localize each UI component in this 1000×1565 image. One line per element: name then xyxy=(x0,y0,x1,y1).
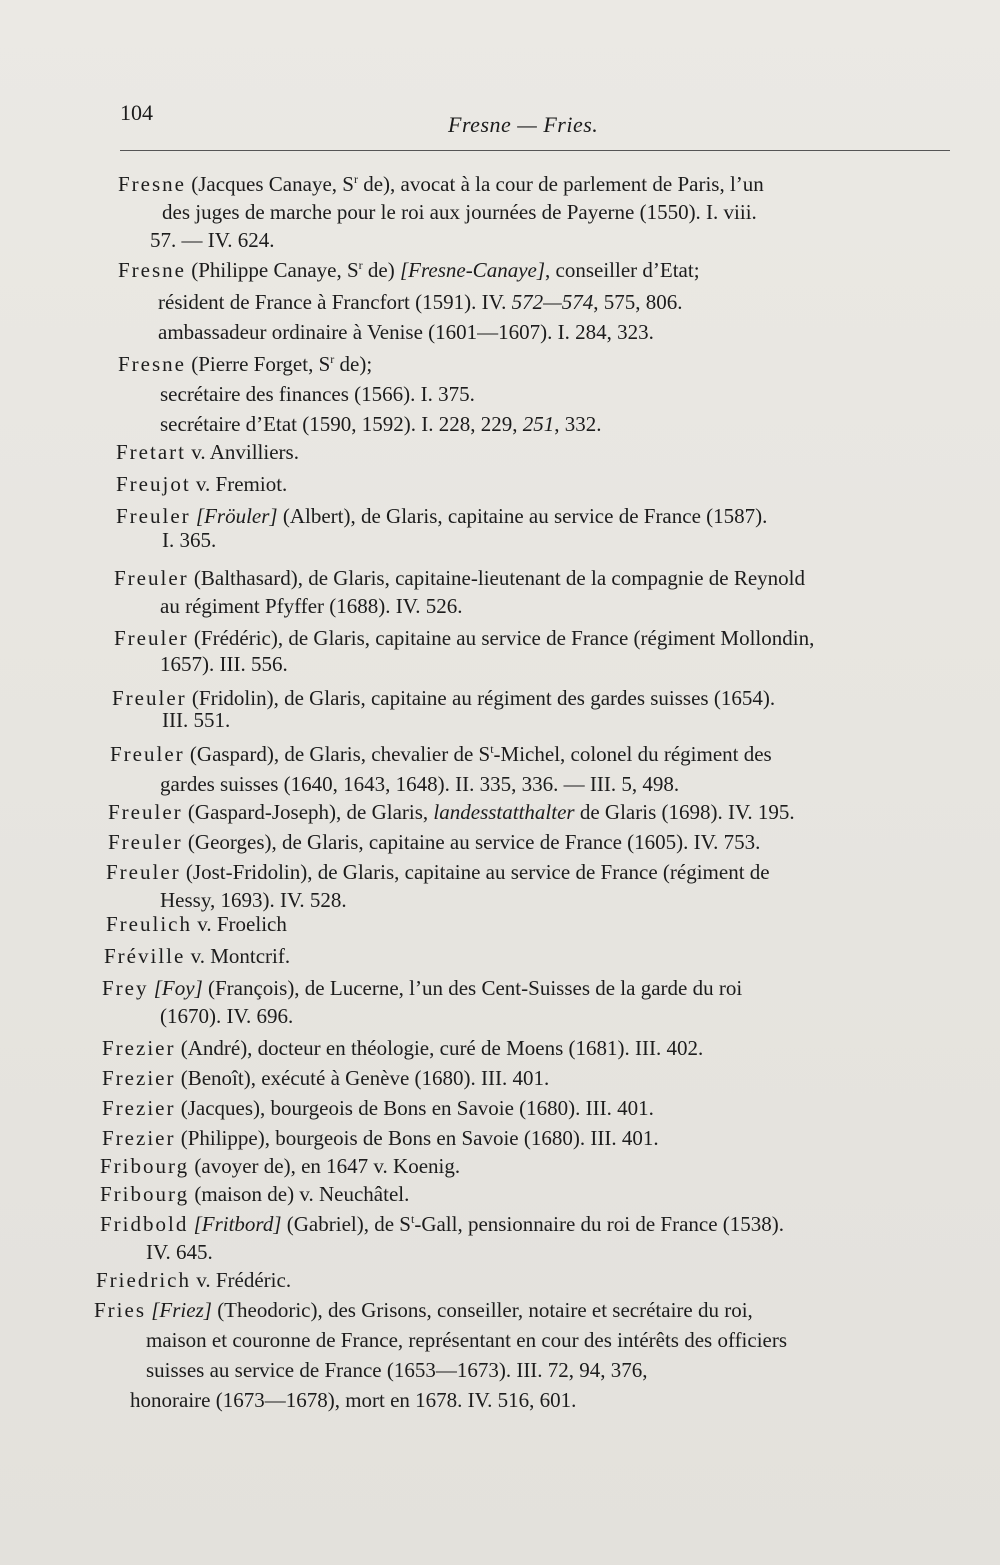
entry-line: Freulich v. Froelich xyxy=(106,912,287,936)
entry-line: (1670). IV. 696. xyxy=(160,1004,294,1028)
entry-line: Fridbold [Fritbord] (Gabriel), de $S^t$-Gall, pensionnaire du roi de France (1538). xyxy=(100,1212,785,1236)
entry-line: Hessy, 1693). IV. 528. xyxy=(160,888,347,912)
entry-line: Fréville v. Montcrif. xyxy=(104,944,291,968)
entry-line: Fresne (Philippe Canaye, $S^r$ de) [Fresne-Canaye], conseiller d’Etat; xyxy=(118,258,700,282)
entry-line: Freuler (Gaspard-Joseph), de Glaris, landesstatthalter de Glaris (1698). IV. 195. xyxy=(108,800,795,824)
entry-line: secrétaire des finances (1566). I. 375. xyxy=(160,382,475,406)
entry-line: suisses au service de France (1653—1673). III. 72, 94, 376, xyxy=(146,1358,648,1382)
entry-line: IV. 645. xyxy=(146,1240,213,1264)
entry-line: I. 365. xyxy=(162,528,217,552)
entry-line: Freuler (Fridolin), de Glaris, capitaine au régiment des gardes suisses (1654). xyxy=(112,686,776,710)
entry-line: 57. — IV. 624. xyxy=(150,228,275,252)
entry-line: Fresne (Jacques Canaye, $S^r$ de), avocat à la cour de parlement de Paris, l’un xyxy=(118,172,764,196)
entry-line: Fresne (Pierre Forget, $S^r$ de); xyxy=(118,352,373,376)
entry-line: au régiment Pfyffer (1688). IV. 526. xyxy=(160,594,463,618)
entry-line: Frezier (Jacques), bourgeois de Bons en Savoie (1680). III. 401. xyxy=(102,1096,654,1120)
entry-line: ambassadeur ordinaire à Venise (1601—1607). I. 284, 323. xyxy=(158,320,654,344)
entry-line: Frezier (Benoît), exécuté à Genève (1680). III. 401. xyxy=(102,1066,550,1090)
running-title: Fresne — Fries. xyxy=(448,112,599,137)
page-header xyxy=(0,0,1000,160)
entry-line: Freuler (Gaspard), de Glaris, chevalier de $S^t$-Michel, colonel du régiment des xyxy=(110,742,772,766)
entry-line: des juges de marche pour le roi aux journées de Payerne (1550). I. viii. xyxy=(162,200,757,224)
entry-line: III. 551. xyxy=(162,708,231,732)
entry-line: secrétaire d’Etat (1590, 1592). I. 228, 229, 251, 332. xyxy=(160,412,602,436)
entry-line: Frezier (Philippe), bourgeois de Bons en Savoie (1680). III. 401. xyxy=(102,1126,659,1150)
entry-line: Fribourg (maison de) v. Neuchâtel. xyxy=(100,1182,410,1206)
entry-line: Freuler (Georges), de Glaris, capitaine au service de France (1605). IV. 753. xyxy=(108,830,761,854)
entry-line: maison et couronne de France, représentant en cour des intérêts des officiers xyxy=(146,1328,788,1352)
entry-line: Fretart v. Anvilliers. xyxy=(116,440,299,464)
header-rule xyxy=(120,150,950,151)
entry-line: Freuler (Frédéric), de Glaris, capitaine au service de France (régiment Mollondin, xyxy=(114,626,815,650)
entry-line: 1657). III. 556. xyxy=(160,652,288,676)
entry-line: Freuler (Jost-Fridolin), de Glaris, capitaine au service de France (régiment de xyxy=(106,860,770,884)
entry-line: Frezier (André), docteur en théologie, curé de Moens (1681). III. 402. xyxy=(102,1036,704,1060)
entry-line: Freuler [Fröuler] (Albert), de Glaris, capitaine au service de France (1587). xyxy=(116,504,768,528)
entry-line: Frey [Foy] (François), de Lucerne, l’un des Cent-Suisses de la garde du roi xyxy=(102,976,743,1000)
entry-line: Freuler (Balthasard), de Glaris, capitaine-lieutenant de la compagnie de Reynold xyxy=(114,566,806,590)
entry-line: honoraire (1673—1678), mort en 1678. IV. 516, 601. xyxy=(130,1388,577,1412)
entry-line: résident de France à Francfort (1591). IV. 572—574, 575, 806. xyxy=(158,290,683,314)
entry-line: Freujot v. Fremiot. xyxy=(116,472,288,496)
entry-line: Fribourg (avoyer de), en 1647 v. Koenig. xyxy=(100,1154,461,1178)
entry-line: Fries [Friez] (Theodoric), des Grisons, conseiller, notaire et secrétaire du roi, xyxy=(94,1298,753,1322)
page-number: 104 xyxy=(120,100,153,125)
entry-line: Friedrich v. Frédéric. xyxy=(96,1268,292,1292)
entry-line: gardes suisses (1640, 1643, 1648). II. 335, 336. — III. 5, 498. xyxy=(160,772,680,796)
